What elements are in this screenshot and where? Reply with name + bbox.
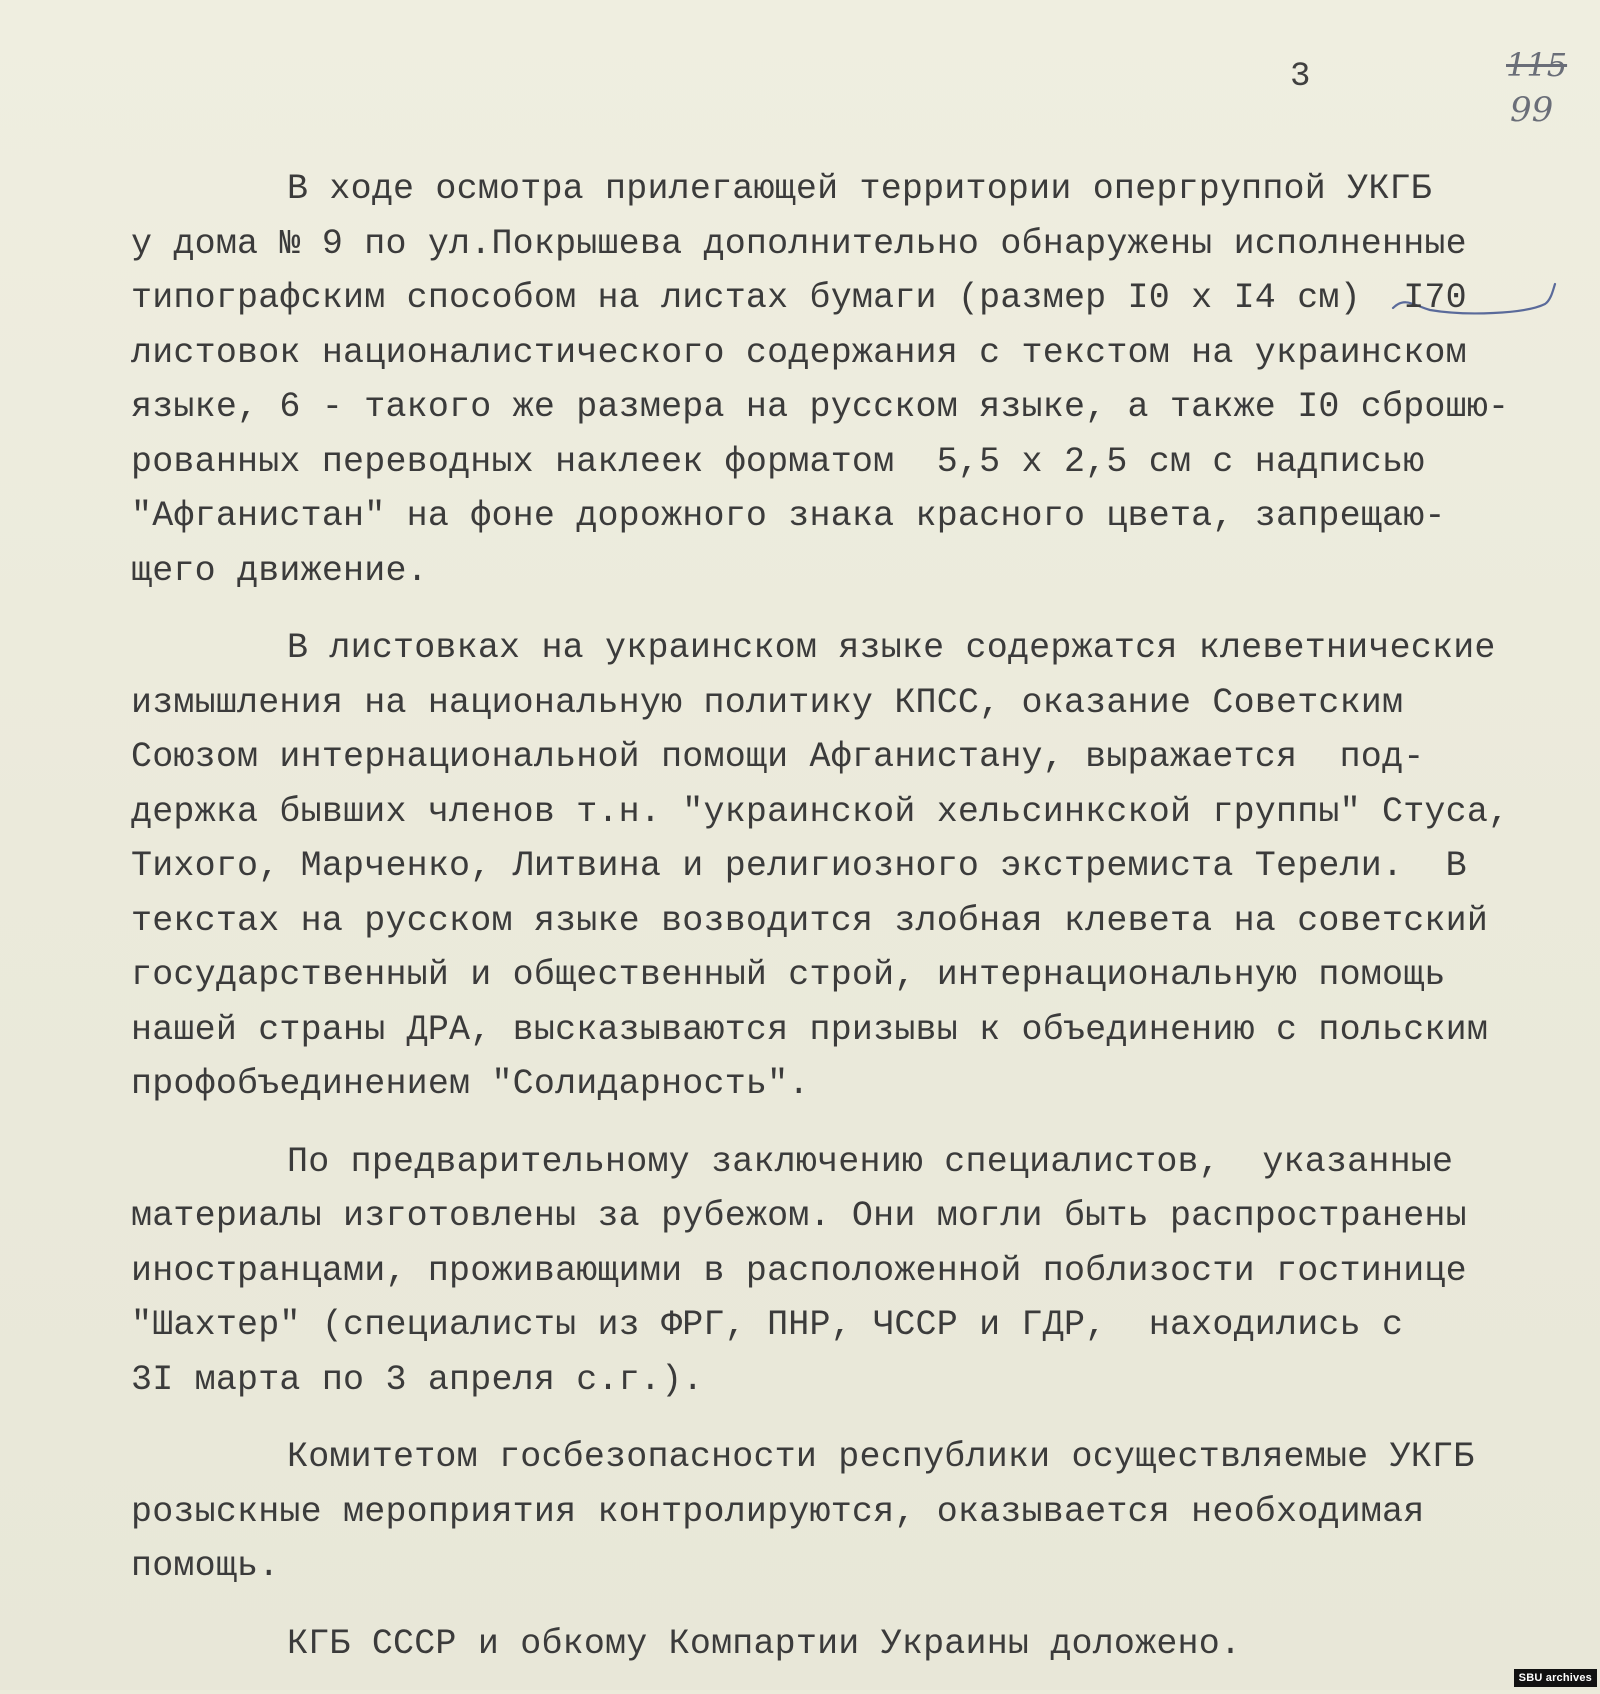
- text-line: 3I марта по 3 апреля с.г.).: [131, 1359, 704, 1400]
- text-line: щего движение.: [131, 550, 428, 591]
- current-folio-number: 99: [1510, 90, 1554, 130]
- paragraph-report-statement: [131, 1617, 1576, 1672]
- handwritten-folio-number: [1488, 46, 1578, 146]
- text-line: "Шахтер" (специалисты из ФРГ, ПНР, ЧССР и ГДР, находились с: [131, 1305, 1404, 1345]
- text-line: розыскные мероприятия контролируются, оказывается необходимая: [131, 1491, 1425, 1532]
- text-line: текстах на русском языке возводится злобная клевета на советский: [131, 900, 1489, 941]
- page-number: 3: [1290, 58, 1311, 96]
- text-line: государственный и общественный строй, интернациональную помощь: [131, 955, 1446, 995]
- text-line: материалы изготовлены за рубежом. Они могли быть распространены: [131, 1196, 1467, 1236]
- text-line: языке, 6 - такого же размера на русском языке, а также I0 сброшю-: [131, 387, 1510, 427]
- text-line: листовок националистического содержания с текстом на украинском: [131, 332, 1467, 373]
- text-line: профобъединением "Солидарность".: [131, 1064, 810, 1104]
- paragraph-leaflet-content: [131, 621, 1576, 1112]
- text-line: держка бывших членов т.н. "украинской хельсинкской группы" Стуса,: [131, 791, 1510, 832]
- text-line: у дома № 9 по ул.Покрышева дополнительно обнаружены исполненные: [131, 223, 1467, 264]
- text-line: измышления на национальную политику КПСС, оказание Советским: [131, 682, 1404, 723]
- text-line: КГБ СССР и обкому Компартии Украины доложено.: [287, 1623, 1242, 1664]
- text-line: иностранцами, проживающими в расположенной поблизости гостинице: [131, 1250, 1467, 1291]
- document-body: [131, 162, 1576, 1694]
- text-line: "Афганистан" на фоне дорожного знака красного цвета, запрещаю-: [131, 496, 1446, 536]
- text-line: Тихого, Марченко, Литвина и религиозного экстремиста Терели. В: [131, 846, 1467, 886]
- text-line: нашей страны ДРА, высказываются призывы к объединению с польским: [131, 1009, 1489, 1050]
- text-line: типографским способом на листах бумаги (размер I0 x I4 см) I70: [131, 278, 1467, 318]
- paragraph-specialist-conclusion: [131, 1135, 1576, 1408]
- text-line: Комитетом госбезопасности республики осуществляемые УКГБ: [287, 1437, 1475, 1477]
- struck-folio-number: 115: [1506, 46, 1568, 84]
- paragraph-committee-control: [131, 1430, 1576, 1594]
- text-line: рованных переводных наклеек форматом 5,5 x 2,5 см с надписью: [131, 441, 1425, 482]
- text-line: В листовках на украинском языке содержатся клеветнические: [287, 628, 1496, 668]
- text-line: В ходе осмотра прилегающей территории опергруппой УКГБ: [287, 169, 1432, 209]
- text-line: помощь.: [131, 1546, 280, 1586]
- paragraph-search-findings: [131, 162, 1576, 598]
- text-line: По предварительному заключению специалистов, указанные: [287, 1141, 1454, 1182]
- archive-watermark: SBU archives: [1514, 1669, 1597, 1687]
- text-line: Союзом интернациональной помощи Афганистану, выражается под-: [131, 737, 1425, 777]
